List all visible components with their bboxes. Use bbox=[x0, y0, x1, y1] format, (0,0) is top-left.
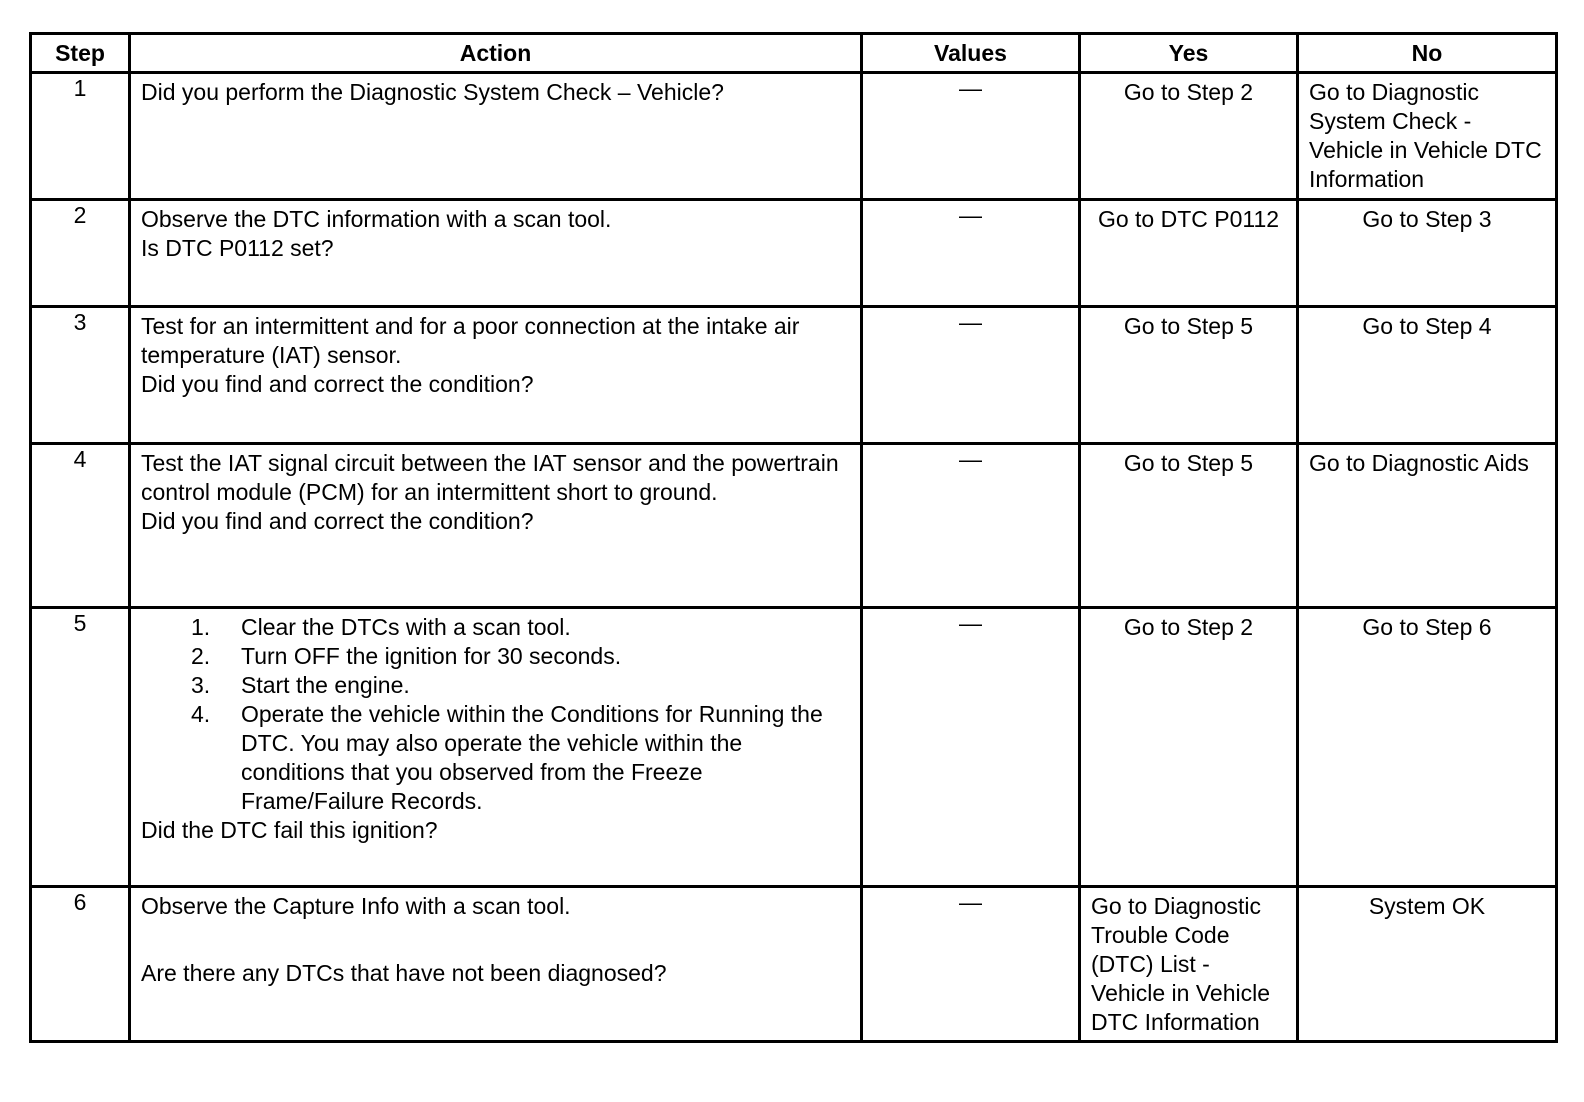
value-dash: — bbox=[959, 610, 982, 636]
list-number: 4. bbox=[191, 701, 211, 727]
no-text: Go to Step 6 bbox=[1362, 614, 1492, 640]
step-number: 2 bbox=[31, 200, 130, 307]
list-text: Turn OFF the ignition for 30 seconds. bbox=[241, 643, 622, 669]
action-question: Did you find and correct the condition? bbox=[141, 508, 534, 534]
header-values: Values bbox=[862, 34, 1080, 73]
list-number: 1. bbox=[191, 614, 211, 640]
no-text: Go to Diagnostic System Check - Vehicle in Vehicle DTC Information bbox=[1309, 79, 1542, 192]
value-dash: — bbox=[959, 309, 982, 335]
list-text: Clear the DTCs with a scan tool. bbox=[241, 614, 571, 640]
action-question: Is DTC P0112 set? bbox=[141, 235, 334, 261]
action-question: Did you find and correct the condition? bbox=[141, 371, 534, 397]
header-yes: Yes bbox=[1080, 34, 1298, 73]
table-row bbox=[31, 73, 1557, 200]
action-text: Observe the Capture Info with a scan tool. bbox=[141, 893, 571, 919]
header-no: No bbox=[1298, 34, 1557, 73]
value-cell bbox=[862, 73, 1080, 200]
action-cell bbox=[130, 73, 862, 200]
yes-cell bbox=[1080, 200, 1298, 307]
action-list bbox=[141, 613, 850, 816]
value-cell bbox=[862, 887, 1080, 1042]
yes-text: Go to Step 5 bbox=[1123, 450, 1254, 476]
no-text: Go to Step 3 bbox=[1362, 206, 1492, 232]
list-item bbox=[191, 700, 850, 816]
list-number: 3. bbox=[191, 672, 211, 698]
action-cell bbox=[130, 307, 862, 444]
yes-cell bbox=[1080, 887, 1298, 1042]
value-cell bbox=[862, 307, 1080, 444]
value-dash: — bbox=[959, 446, 982, 472]
value-cell bbox=[862, 608, 1080, 887]
yes-cell bbox=[1080, 307, 1298, 444]
yes-text: Go to Step 2 bbox=[1123, 614, 1254, 640]
step-number: 6 bbox=[31, 887, 130, 1042]
action-cell bbox=[130, 444, 862, 608]
step-number: 1 bbox=[31, 73, 130, 200]
no-cell bbox=[1298, 200, 1557, 307]
list-text: Operate the vehicle within the Conditions for Running the DTC. You may also operate the vehicle within the conditions that you observed from the Freeze Frame/Failure Records. bbox=[241, 701, 823, 814]
header-action: Action bbox=[130, 34, 862, 73]
yes-text: Go to Step 2 bbox=[1123, 79, 1254, 105]
list-item bbox=[191, 642, 850, 671]
action-cell bbox=[130, 200, 862, 307]
list-text: Start the engine. bbox=[241, 672, 410, 698]
table-row bbox=[31, 200, 1557, 307]
step-number: 5 bbox=[31, 608, 130, 887]
action-text: Test the IAT signal circuit between the IAT sensor and the powertrain control module (PCM) for an intermittent short to ground. bbox=[141, 450, 839, 505]
value-dash: — bbox=[959, 75, 982, 101]
no-cell bbox=[1298, 608, 1557, 887]
no-cell bbox=[1298, 73, 1557, 200]
action-question: Are there any DTCs that have not been diagnosed? bbox=[141, 960, 667, 986]
no-cell bbox=[1298, 307, 1557, 444]
no-cell bbox=[1298, 887, 1557, 1042]
header-step: Step bbox=[31, 34, 130, 73]
action-question: Did the DTC fail this ignition? bbox=[141, 817, 438, 843]
no-text: System OK bbox=[1368, 893, 1486, 919]
table-row bbox=[31, 307, 1557, 444]
yes-text: Go to Diagnostic Trouble Code (DTC) List - Vehicle in Vehicle DTC Information bbox=[1091, 893, 1271, 1035]
action-cell bbox=[130, 608, 862, 887]
step-number: 4 bbox=[31, 444, 130, 608]
yes-cell bbox=[1080, 608, 1298, 887]
no-cell bbox=[1298, 444, 1557, 608]
value-cell bbox=[862, 444, 1080, 608]
table-row bbox=[31, 444, 1557, 608]
yes-text: Go to Step 5 bbox=[1123, 313, 1254, 339]
yes-text: Go to DTC P0112 bbox=[1097, 206, 1280, 232]
table-row bbox=[31, 608, 1557, 887]
no-text: Go to Diagnostic Aids bbox=[1309, 450, 1529, 476]
action-text: Observe the DTC information with a scan tool. bbox=[141, 206, 612, 232]
no-text: Go to Step 4 bbox=[1362, 313, 1492, 339]
list-item bbox=[191, 613, 850, 642]
list-item bbox=[191, 671, 850, 700]
step-number: 3 bbox=[31, 307, 130, 444]
yes-cell bbox=[1080, 444, 1298, 608]
action-text: Test for an intermittent and for a poor connection at the intake air temperature (IAT) sensor. bbox=[141, 313, 800, 368]
table-row bbox=[31, 887, 1557, 1042]
diagnostic-table bbox=[29, 32, 1558, 1043]
value-dash: — bbox=[959, 889, 982, 915]
action-text: Did you perform the Diagnostic System Check – Vehicle? bbox=[141, 79, 724, 105]
list-number: 2. bbox=[191, 643, 211, 669]
action-cell bbox=[130, 887, 862, 1042]
value-dash: — bbox=[959, 202, 982, 228]
value-cell bbox=[862, 200, 1080, 307]
header-row bbox=[31, 34, 1557, 73]
yes-cell bbox=[1080, 73, 1298, 200]
